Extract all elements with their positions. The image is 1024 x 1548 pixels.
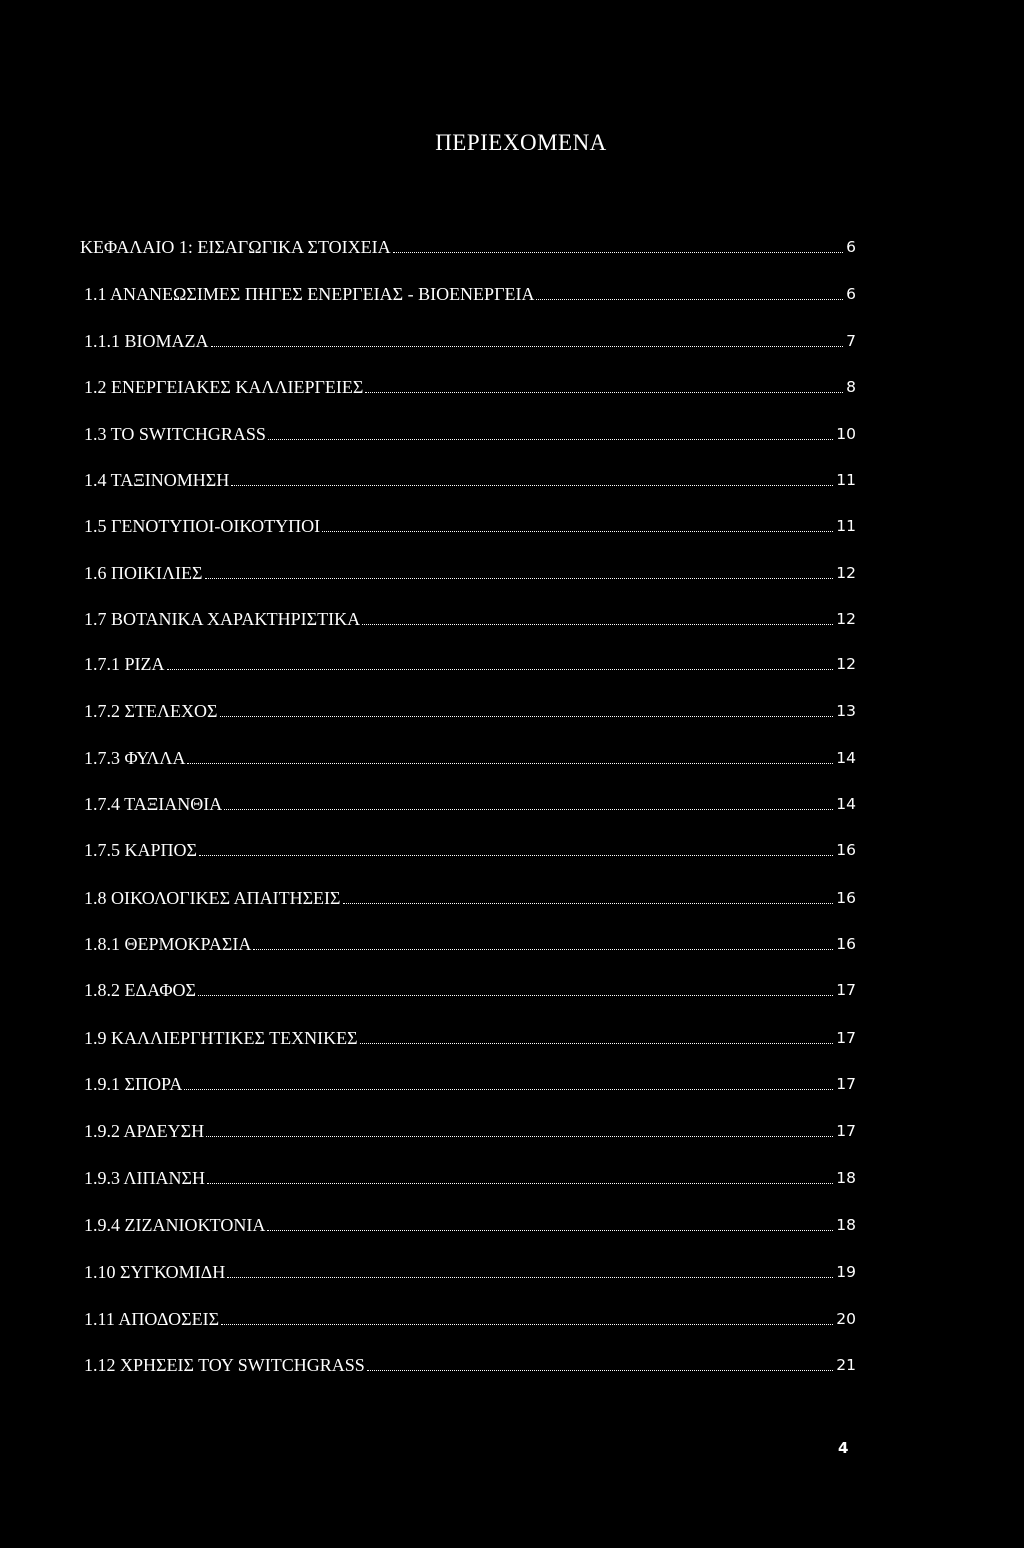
toc-entry-label: 1.9 ΚΑΛΛΙΕΡΓΗΤΙΚΕΣ ΤΕΧΝΙΚΕΣ [84, 1028, 358, 1048]
toc-entry-label: 1.7.2 ΣΤΕΛΕΧΟΣ [84, 701, 218, 721]
toc-entry-page: 14 [836, 749, 856, 767]
toc-entry [84, 554, 856, 584]
toc-entry-page: 11 [836, 517, 856, 535]
toc-entry-label: 1.1.1 ΒΙΟΜΑΖΑ [84, 331, 209, 351]
toc-entry-page: 8 [846, 378, 856, 396]
toc-entry-label: 1.3 ΤΟ SWITCHGRASS [84, 424, 266, 444]
page-number: 4 [838, 1439, 849, 1457]
toc-entry-page: 16 [836, 841, 856, 859]
toc-entry [84, 645, 856, 675]
toc-leader-dots [343, 903, 834, 904]
toc-entry-label: 1.12 ΧΡΗΣΕΙΣ ΤΟΥ SWITCHGRASS [84, 1355, 365, 1375]
toc-leader-dots [184, 1089, 833, 1090]
toc-entry-page: 17 [836, 1029, 856, 1047]
toc-entry [84, 692, 856, 722]
toc-entry-label: ΚΕΦΑΛΑΙΟ 1: ΕΙΣΑΓΩΓΙΚΑ ΣΤΟΙΧΕΙΑ [80, 237, 391, 257]
toc-entry [84, 1112, 856, 1142]
toc-entry-label: 1.7.5 ΚΑΡΠΟΣ [84, 840, 197, 860]
toc-leader-dots [393, 252, 844, 253]
toc-leader-dots [536, 299, 843, 300]
toc-entry-page: 21 [836, 1356, 856, 1374]
toc-entry [84, 275, 856, 305]
toc-entry-label: 1.7.3 ΦΥΛΛΑ [84, 748, 186, 768]
toc-entry-label: 1.8.2 ΕΔΑΦΟΣ [84, 980, 196, 1000]
toc-entry-page: 6 [846, 238, 856, 256]
toc-leader-dots [322, 531, 833, 532]
toc-entry-label: 1.9.3 ΛΙΠΑΝΣΗ [84, 1168, 206, 1188]
toc-entry [84, 831, 856, 861]
toc-entry-label: 1.7 ΒΟΤΑΝΙΚΑ ΧΑΡΑΚΤΗΡΙΣΤΙΚΑ [84, 609, 361, 629]
toc-leader-dots [227, 1277, 833, 1278]
toc-entry-label: 1.8.1 ΘΕΡΜΟΚΡΑΣΙΑ [84, 934, 252, 954]
toc-leader-dots [187, 763, 833, 764]
toc-entry-label: 1.1 ΑΝΑΝΕΩΣΙΜΕΣ ΠΗΓΕΣ ΕΝΕΡΓΕΙΑΣ - ΒΙΟΕΝΕΡΓΕΙΑ [84, 284, 535, 304]
toc-entry-page: 17 [836, 981, 856, 999]
toc-entry-label: 1.5 ΓΕΝΟΤΥΠΟΙ-ΟΙΚΟΤΥΠΟΙ [84, 516, 321, 536]
toc-leader-dots [362, 624, 833, 625]
toc-entry [84, 925, 856, 955]
toc-entry-label: 1.7.1 ΡΙΖΑ [84, 654, 165, 674]
toc-entry-label: 1.9.2 ΑΡΔΕΥΣΗ [84, 1121, 205, 1141]
toc-entry-page: 6 [846, 285, 856, 303]
toc-leader-dots [268, 439, 833, 440]
toc-entry-page: 7 [846, 332, 856, 350]
toc-leader-dots [224, 809, 833, 810]
toc-entry-page: 18 [836, 1216, 856, 1234]
toc-entry [84, 1300, 856, 1330]
toc-leader-dots [365, 392, 843, 393]
toc-entry [84, 1019, 856, 1049]
toc-leader-dots [167, 669, 834, 670]
toc-entry [84, 971, 856, 1001]
toc-entry [84, 507, 856, 537]
toc-entry-label: 1.10 ΣΥΓΚΟΜΙΔΗ [84, 1262, 226, 1282]
toc-entry-page: 18 [836, 1169, 856, 1187]
page-title: ΠΕΡΙΕΧΟΜΕΝΑ [435, 130, 607, 155]
toc-entry-page: 19 [836, 1263, 856, 1281]
toc-entry [84, 879, 856, 909]
toc-leader-dots [267, 1230, 833, 1231]
toc-entry-label: 1.2 ΕΝΕΡΓΕΙΑΚΕΣ ΚΑΛΛΙΕΡΓΕΙΕΣ [84, 377, 364, 397]
toc-entry-page: 17 [836, 1122, 856, 1140]
toc-entry-page: 13 [836, 702, 856, 720]
toc-entry-label: 1.9.1 ΣΠΟΡΑ [84, 1074, 183, 1094]
toc-entry [84, 1346, 856, 1376]
toc-entry [84, 739, 856, 769]
toc-entry-page: 12 [836, 564, 856, 582]
toc-leader-dots [360, 1043, 834, 1044]
toc-entry-page: 12 [836, 610, 856, 628]
toc-entry-page: 12 [836, 655, 856, 673]
toc-entry [84, 1159, 856, 1189]
toc-leader-dots [221, 1324, 833, 1325]
toc-entry [84, 368, 856, 398]
toc-leader-dots [220, 716, 834, 717]
toc-entry-label: 1.6 ΠΟΙΚΙΛΙΕΣ [84, 563, 203, 583]
toc-entry-page: 14 [836, 795, 856, 813]
toc-entry [84, 461, 856, 491]
toc-entry-label: 1.7.4 ΤΑΞΙΑΝΘΙΑ [84, 794, 223, 814]
toc-entry-page: 11 [836, 471, 856, 489]
toc-entry [84, 785, 856, 815]
toc-leader-dots [206, 1136, 833, 1137]
toc-entry-page: 17 [836, 1075, 856, 1093]
toc-leader-dots [207, 1183, 833, 1184]
toc-entry [84, 1253, 856, 1283]
toc-leader-dots [367, 1370, 834, 1371]
toc-leader-dots [198, 995, 833, 996]
toc-entry [84, 1206, 856, 1236]
toc-entry [84, 600, 856, 630]
toc-entry [84, 322, 856, 352]
toc-leader-dots [253, 949, 833, 950]
toc-leader-dots [231, 485, 833, 486]
toc-entry-page: 16 [836, 935, 856, 953]
toc-entry-label: 1.11 ΑΠΟΔΟΣΕΙΣ [84, 1309, 220, 1329]
toc-leader-dots [205, 578, 834, 579]
toc-entry-label: 1.4 ΤΑΞΙΝΟΜΗΣΗ [84, 470, 230, 490]
toc-entry-label: 1.8 ΟΙΚΟΛΟΓΙΚΕΣ ΑΠΑΙΤΗΣΕΙΣ [84, 888, 341, 908]
toc-entry [84, 415, 856, 445]
toc-entry [80, 228, 856, 258]
toc-leader-dots [199, 855, 833, 856]
toc-entry-label: 1.9.4 ΖΙΖΑΝΙΟΚΤΟΝΙΑ [84, 1215, 266, 1235]
toc-leader-dots [211, 346, 844, 347]
toc-entry-page: 20 [836, 1310, 856, 1328]
toc-entry-page: 10 [836, 425, 856, 443]
toc-entry-page: 16 [836, 889, 856, 907]
toc-entry [84, 1065, 856, 1095]
